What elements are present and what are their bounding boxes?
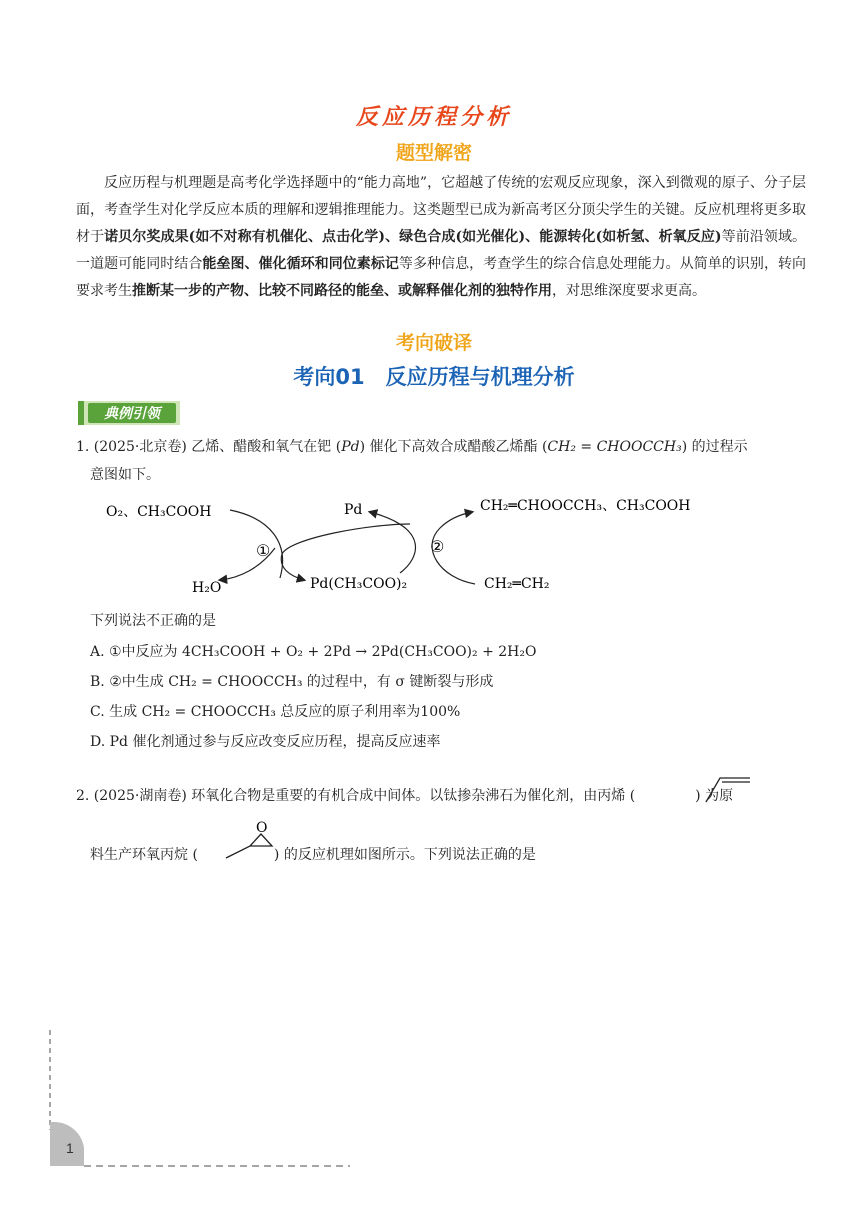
q1-option-a[interactable]: A. ①中反应为 4CH₃COOH + O₂ + 2Pd → 2Pd(CH₃COO)₂ + 2H₂O [90, 644, 537, 660]
q1-option-d[interactable]: D. Pd 催化剂通过参与反应改变反应历程，提高反应速率 [90, 734, 441, 750]
page-corner-decoration [40, 1030, 360, 1175]
section-subtitle: 题型解密 [395, 142, 472, 164]
q1-option-b[interactable]: B. ②中生成 CH₂ = CHOOCCH₃ 的过程中，有 σ 键断裂与形成 [90, 674, 494, 690]
intro-text-1: 反应历程与机理题是高考化学选择题中的“能力高地”，它超越了传统的宏观反应现象，深入到微观的原子、分子层面，考查学生对化学反应本质的理解和逻辑推理能力。这类题型已成为新高考区分顶尖学生的关键。反应机理将更多取材于 [76, 175, 806, 245]
q1-text-d: 意图如下。 [90, 467, 160, 483]
intro-text-4: ，对思维深度要求更高。 [552, 283, 706, 299]
intro-bold-1: 诺贝尔奖成果(如不对称有机催化、点击化学)、绿色合成(如光催化)、能源转化(如析氢、析氧反应) [104, 229, 722, 245]
q2-text-a: 2. (2025·湖南卷) 环氧化合物是重要的有机合成中间体。以钛掺杂沸石为催化剂，由丙烯 ( [76, 788, 636, 804]
q2-text-d: ) 的反应机理如图所示。下列说法正确的是 [273, 847, 536, 863]
intro-bold-2: 能垒图、催化循环和同位素标记 [202, 256, 399, 272]
q1-text-b: ) 催化下高效合成醋酸乙烯酯 ( [359, 439, 548, 455]
q2-text-b: ) 为原 [695, 788, 734, 804]
epoxide-structure-icon [222, 818, 284, 864]
question-1-stem [76, 434, 806, 460]
q1-pd: Pd [341, 439, 360, 455]
q1-formula: CH₂ = CHOOCCH₃ [547, 439, 682, 455]
direction-heading: 考向01 反应历程与机理分析 [293, 365, 575, 389]
q1-text-c: ) 的过程示 [681, 439, 748, 455]
direction-title: 考向破译 [395, 332, 472, 354]
pd-label: Pd [344, 502, 363, 518]
product-label: CH₂═CHOOCCH₃、CH₃COOH [480, 498, 691, 514]
intro-text-3: 等多种信息，考查学生的综合信息处理能力。从简单的识别，转向要求考生 [76, 256, 807, 299]
catalytic-cycle-diagram [90, 488, 730, 600]
arc-to-intermediate [281, 524, 410, 580]
page-number: 1 [66, 1140, 74, 1156]
reactant-o2-acetic: O₂、CH₃COOH [106, 504, 212, 520]
intro-text-2: 等前沿领域。一道题可能同时结合 [76, 229, 807, 272]
arc-to-pd [370, 512, 415, 573]
q1-text-a: 1. (2025·北京卷) 乙烯、醋酸和氧气在钯 ( [76, 439, 342, 455]
q1-option-c[interactable]: C. 生成 CH₂ = CHOOCCH₃ 总反应的原子利用率为100% [90, 704, 461, 720]
water-label: H₂O [192, 580, 222, 596]
q2-text-c: 料生产环氧丙烷 ( [90, 847, 198, 863]
propene-structure-icon [700, 772, 756, 806]
epoxide-oxygen: O [256, 820, 268, 836]
q2-line2 [90, 842, 536, 868]
intro-bold-3: 推断某一步的产物、比较不同路径的能垒、或解释催化剂的独特作用 [132, 283, 552, 299]
banner-label: 典例引领 [104, 406, 160, 422]
intro-paragraph [76, 170, 806, 305]
step-1-marker: ① [256, 541, 271, 560]
page-title: 反应历程分析 [355, 104, 512, 130]
step-2-marker: ② [430, 537, 445, 556]
intermediate-label: Pd(CH₃COO)₂ [310, 576, 408, 592]
example-banner [78, 401, 180, 425]
ethylene-label: CH₂═CH₂ [484, 576, 550, 592]
question-2-stem [76, 783, 806, 809]
q1-prompt: 下列说法不正确的是 [90, 613, 216, 629]
